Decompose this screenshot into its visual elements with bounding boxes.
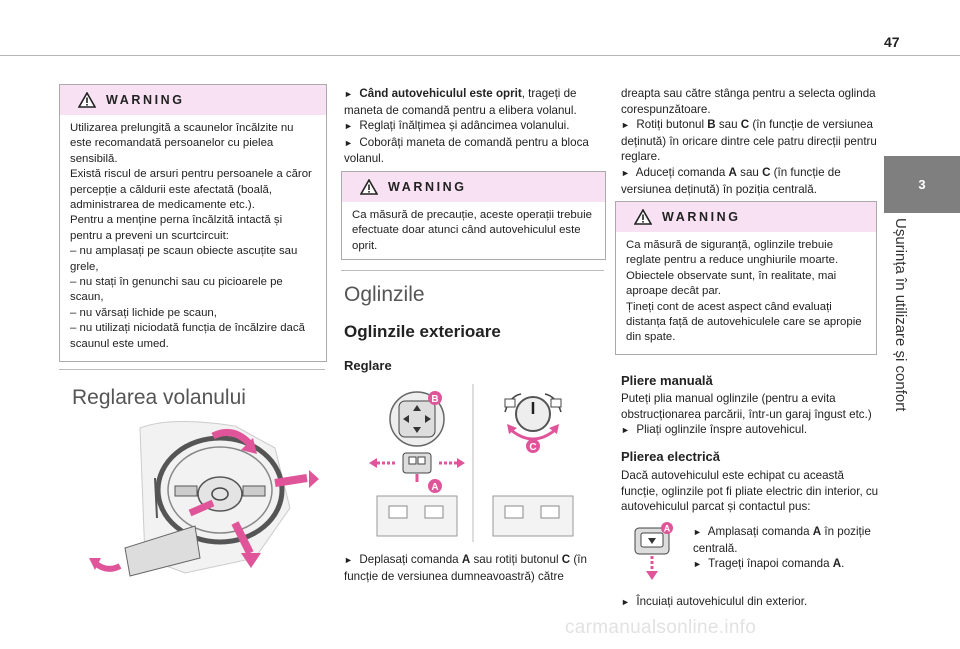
fig-label-a: A xyxy=(431,482,439,493)
fig-label-c: C xyxy=(529,442,537,453)
step-item: ► Aduceți comanda A sau C (în funcție de versiunea deținută) în poziția centrală. xyxy=(621,165,841,196)
warning-line: Țineți cont de acest aspect când evaluați distanța față de autovehiculele care se apropie din spate. xyxy=(626,300,862,344)
warning-line: Utilizarea prelungită a scaunelor încălzite nu este recomandată persoanelor cu pielea sensibilă. xyxy=(70,122,294,165)
warning-line: Pentru a menține perna încălzită intactă și pentru a preveni un scurtcircuit: xyxy=(70,214,283,242)
subsection-title: Oglinzile exterioare xyxy=(344,322,501,341)
chapter-title: Ușurința în utilizare și confort xyxy=(892,218,909,412)
mirror-controls-illustration xyxy=(365,382,580,542)
warning-title: WARNING xyxy=(662,210,741,224)
warning-line: – nu utilizați niciodată funcția de încălzire dacă scaunul este umed. xyxy=(70,322,305,350)
header-divider xyxy=(0,55,960,56)
warning-line: – nu vărsați lichide pe scaun, xyxy=(70,306,217,319)
warning-box-steering xyxy=(341,171,606,260)
subheading-electric-fold: Plierea electrică xyxy=(621,449,721,464)
warning-body xyxy=(60,115,326,360)
subheading-manual-fold: Pliere manuală xyxy=(621,373,713,388)
section-divider xyxy=(59,369,325,370)
subheading-adjust: Reglare xyxy=(344,358,392,373)
page-number: 47 xyxy=(884,34,900,50)
fig-label-a: A xyxy=(663,523,671,534)
electric-fold-text: Dacă autovehiculul este echipat cu această funcție, oglinzile pot fi pliate electric din interior, cu autovehiculul parcat și contactul pus: xyxy=(621,469,879,514)
warning-line: Ca măsură de precauție, aceste operații trebuie efectuate doar atunci când autovehiculul este oprit. xyxy=(352,209,592,252)
warning-line: – nu stați în genunchi sau cu picioarele pe scaun, xyxy=(70,276,283,304)
warning-line: Obiectele observate sunt, în realitate, mai aproape decât par. xyxy=(626,269,837,298)
warning-header xyxy=(60,85,326,115)
warning-title: WARNING xyxy=(388,180,467,194)
warning-header xyxy=(342,172,605,202)
steering-wheel-illustration xyxy=(85,408,320,580)
fold-control-illustration xyxy=(631,522,675,582)
warning-icon xyxy=(634,209,652,225)
warning-title: WARNING xyxy=(106,93,185,107)
manual-fold-text: Puteți plia manual oglinzile (pentru a evita obstrucționarea parcării, într-un garaj îngust etc.) ► Pliați oglinzile înspre autovehicul. xyxy=(621,391,879,439)
step-continuation: dreapta sau către stânga pentru a selecta oglinda corespunzătoare. xyxy=(621,87,876,116)
step-item: ► Amplasați comanda A în poziție centrală. xyxy=(693,525,871,555)
warning-box-mirrors xyxy=(615,201,877,355)
warning-box-heated-seats xyxy=(59,84,327,362)
step-item: ► Trageți înapoi comanda A. xyxy=(693,557,845,571)
warning-icon xyxy=(78,92,96,108)
steering-steps xyxy=(344,86,609,167)
chapter-number: 3 xyxy=(918,177,926,192)
fig-label-b: B xyxy=(431,394,439,405)
warning-icon xyxy=(360,179,378,195)
chapter-tab[interactable] xyxy=(884,156,960,213)
section-title-steering: Reglarea volanului xyxy=(72,386,246,409)
electric-fold-steps xyxy=(693,524,878,573)
section-title-mirrors: Oglinzile xyxy=(344,283,425,306)
step-item: ► Pliați oglinzile înspre autovehicul. xyxy=(621,423,808,437)
warning-line: Ca măsură de siguranță, oglinzile trebuie reglate pentru a reduce unghiurile moarte. xyxy=(626,239,839,267)
final-step: ► Încuiați autovehiculul din exterior. xyxy=(621,595,808,608)
section-divider xyxy=(341,270,604,271)
warning-header xyxy=(616,202,876,232)
warning-line: Există riscul de arsuri pentru persoanele a căror percepție a căldurii este afectată (boală, administrarea de medicamente etc.). xyxy=(70,168,312,212)
footer-watermark: carmanualsonline.info xyxy=(565,617,757,638)
step-item: ► Când autovehiculul este oprit, trageți de maneta de comandă pentru a elibera volanul. xyxy=(344,87,577,117)
step-item: ► Coborâți maneta de comandă pentru a bloca volanul. xyxy=(344,135,589,166)
warning-body xyxy=(342,202,605,262)
mirror-steps xyxy=(621,86,879,197)
step-item: ► Rotiți butonul B sau C (în funcție de versiunea deținută) în oricare dintre cele patru direcții pentru reglare. xyxy=(621,118,877,164)
warning-line: – nu amplasați pe scaun obiecte ascuțite sau grele, xyxy=(70,245,298,273)
warning-body xyxy=(616,232,876,354)
mirror-step-select: ► Deplasați comanda A sau rotiți butonul C (în funcție de versiunea dumneavoastră) către xyxy=(344,553,587,583)
step-item: ► Reglați înălțimea și adâncimea volanului. xyxy=(344,119,570,133)
